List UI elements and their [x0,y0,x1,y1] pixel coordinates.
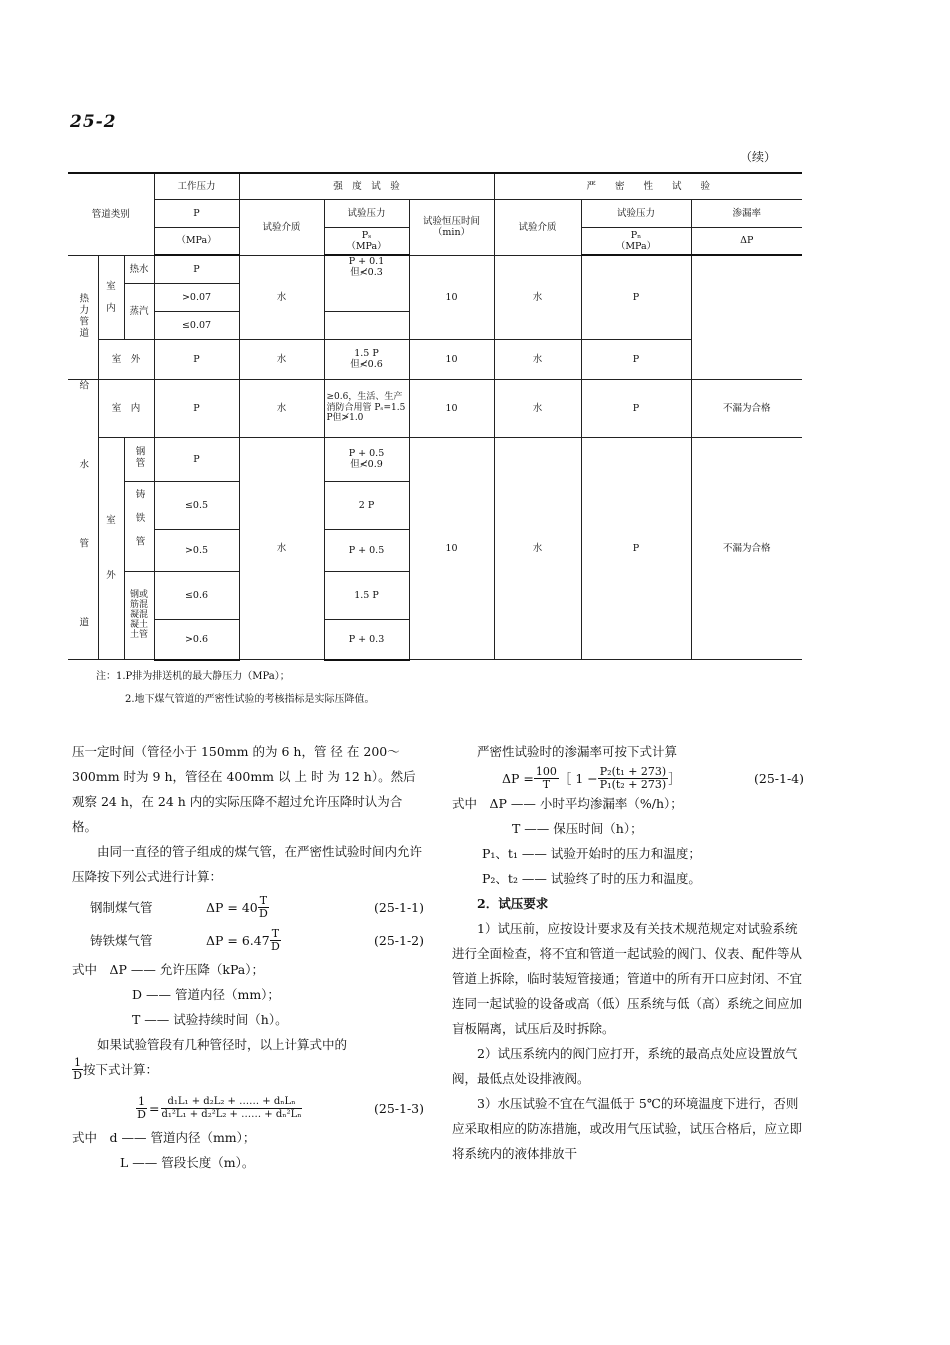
header-s-medium: 试验介质 [239,199,324,255]
heat-indoor-a: 室 [106,280,116,292]
heat-t-medium: 水 [494,255,581,339]
group-heat-label: 热力管道 [77,292,89,339]
group-water-label: 给 水 管 道 [77,379,89,656]
header-t-pressure-sym: Pₙ [630,229,642,241]
heat-out-t-medium: 水 [494,339,581,379]
right-where-3: P₁、t₁ —— 试验开始时的压力和温度； [482,846,701,861]
water-steel-label: 钢管 [133,446,145,470]
heat-hot-water: 热水 [124,255,154,283]
left-where-1: 式中 ΔP —— 允许压降（kPa）； [72,962,265,977]
water-steel [124,437,154,481]
water-rc-p2: >0.6 [154,620,239,660]
header-t-medium: 试验介质 [494,199,581,255]
formula-2-no: (25-1-2) [373,933,424,948]
formula-3-lhs-num: 1 [138,1095,145,1108]
formula-1 [72,895,424,920]
right-where-1: 式中 ΔP —— 小时平均渗漏率（%/h）； [452,796,683,811]
water-in-test-p: ≥0.6，生活、生产消防合用管 Pₛ=1.5 P但≯1.0 [324,379,409,437]
formula-4-lhs: ΔP = [502,771,534,786]
heat-test-p: P + 0.1 但≮0.3 [324,255,409,311]
heat-out-time: 10 [409,339,494,379]
heat-medium: 水 [239,255,324,339]
water-ci-p2: >0.5 [154,529,239,571]
table-note-1: 注：1.P排为排送机的最大静压力（MPa）； [96,671,290,682]
heat-indoor-b: 内 [106,302,116,314]
water-rc-test1: 1.5 P [324,571,409,619]
formula-1-num: T [259,894,268,907]
left-para-2: 由同一直径的管子组成的煤气管，在严密性试验时间内允许压降按下列公式进行计算： [72,844,423,884]
left-para-1: 压一定时间（管径小于 150mm 的为 6 h，管 径 在 200～300mm 时为 9 h，管径在 400mm 以 上 时 为 12 h）。然后观察 24 h，在 24 h 内的实际压降不超过允许压降时认为合格。 [72,744,416,834]
heat-out-test-p: 1.5 P 但≮0.6 [324,339,409,379]
header-s-time-text: 试验恒压时间 [422,216,480,227]
group-water [68,379,98,660]
water-in-t-medium: 水 [494,379,581,437]
header-strength-test: 强 度 试 验 [239,173,494,199]
left-para-3: 如果试验管段有几种管径时，以上计算式中的 [97,1037,348,1052]
right-item-2: 2）试压系统内的阀门应打开，系统的最高点处应设置放气阀，最低点处设排液阀。 [452,1046,798,1086]
water-in-medium: 水 [239,379,324,437]
right-where-2: T —— 保压时间（h）； [512,821,643,836]
header-work-pressure-unit: （MPa） [154,227,239,255]
right-heading-2: 2．试压要求 [477,896,549,911]
left-para-3b [72,1057,424,1082]
header-s-pressure: 试验压力 [324,199,409,227]
header-work-pressure: 工作压力 [154,173,239,199]
header-t-pressure-unit: （MPa） [615,240,657,252]
formula-2-den: D [270,940,280,953]
heat-indoor [98,255,124,339]
left-where-2: D —— 管道内径（mm）； [132,987,280,1002]
header-t-pressure-sub [581,227,691,255]
formula-3-lhs-den: D [137,1108,146,1121]
page-number: 25-2 [70,112,117,132]
water-rc: 钢或筋混凝混凝土土管 [124,571,154,659]
p3b-frac [72,1057,83,1082]
heat-p-hot: P [154,255,239,283]
water-ci-test1: 2 P [324,481,409,529]
water-out-time: 10 [409,437,494,660]
water-ci-test2: P + 0.5 [324,529,409,571]
formula-4-den: P₁(t₂ + 273) [599,778,667,791]
formula-3-no: (25-1-3) [373,1101,424,1116]
formula-4-frac [598,766,668,791]
right-where-4: P₂、t₂ —— 试验终了时的压力和温度。 [482,871,701,886]
water-out-medium: 水 [239,437,324,660]
header-work-pressure-sym: P [154,199,239,227]
formula-4-coef-num: 100 [535,765,557,778]
right-column [452,739,804,1166]
header-tightness-test: 严 密 性 试 验 [494,173,802,199]
water-out-a: 室 [106,515,116,527]
heat-out-t-pressure: P [581,339,691,379]
continued-label: （续） [740,150,777,164]
right-item-3: 3）水压试验不宜在气温低于 5℃的环境温度下进行，否则应采取相应的防冻措施，或改用气压试验，试压合格后，应立即将系统内的液体排放干 [452,1096,803,1161]
formula-4-open: ［ 1 − [558,771,598,786]
header-t-leak-sym: ΔP [691,227,802,255]
formula-3-den: d₁²L₁ + d₂²L₂ + …… + dₙ²Lₙ [161,1109,302,1120]
header-s-pressure-sub [324,227,409,255]
water-outdoor [98,437,124,660]
water-indoor: 室 内 [98,379,154,437]
heat-out-p: P [154,339,239,379]
formula-2 [72,928,424,953]
heat-time: 10 [409,255,494,339]
header-t-leak: 渗漏率 [691,199,802,227]
right-para-1: 严密性试验时的渗漏率可按下式计算 [477,744,678,759]
header-s-pressure-sym: Pₛ [361,229,372,241]
left-where-3: T —— 试验持续时间（h）。 [132,1012,288,1027]
formula-4-num: P₂(t₁ + 273) [599,765,667,778]
water-castiron [124,481,154,571]
formula-1-no: (25-1-1) [373,900,424,915]
formula-3-lhs [136,1096,147,1121]
pressure-test-table [68,172,802,661]
water-castiron-label: 铸铁管 [133,489,145,560]
water-out-b: 外 [106,570,116,582]
heat-out-medium: 水 [239,339,324,379]
water-out-leak: 不漏为合格 [691,437,802,660]
water-rc-p1: ≤0.6 [154,571,239,619]
formula-4 [452,766,804,791]
water-in-time: 10 [409,379,494,437]
formula-1-den: D [259,907,268,920]
formula-1-frac [258,895,269,920]
table-note-2: 2.地下煤气管道的严密性试验的考核指标是实际压降值。 [125,694,375,705]
heat-outdoor: 室 外 [98,339,154,379]
right-item-1: 1）试压前，应按设计要求及有关技术规范规定对试验系统进行全面检查，将不宜和管道一起试验的阀门、仪表、配件等从管道上拆除，临时装短管接通；管道中的所有开口应封闭、不宜连同一起试验的设备或高（低）压系统与低（高）系统之间应加盲板隔离，试压后及时拆除。 [452,921,803,1036]
group-heat [68,255,98,379]
formula-2-label: 铸铁煤气管 [90,933,153,948]
water-in-p: P [154,379,239,437]
water-ci-p1: ≤0.5 [154,481,239,529]
water-in-t-pressure: P [581,379,691,437]
header-s-pressure-unit: （MPa） [346,240,387,252]
formula-2-lhs: ΔP = 6.47 [206,933,270,948]
formula-3-frac [161,1096,301,1121]
header-pipe-type: 管道类别 [68,173,154,255]
formula-4-coef-den: T [542,778,551,791]
header-t-pressure: 试验压力 [581,199,691,227]
left-where-5: L —— 管段长度（m）。 [120,1155,255,1170]
heat-leak [691,255,802,379]
water-rc-test2: P + 0.3 [324,620,409,660]
left-where-4: 式中 d —— 管道内径（mm）； [72,1130,256,1145]
water-out-t-pressure: P [581,437,691,660]
water-out-t-medium: 水 [494,437,581,660]
formula-4-no: (25-1-4) [753,771,804,786]
formula-1-label: 钢制煤气管 [90,900,153,915]
water-steel-test: P + 0.5 但≮0.9 [324,437,409,481]
p3b-den: D [73,1069,82,1082]
formula-3: $\frac{1}{D}$ = $\frac{\text{d₁L₁ + d₂L₂ + …… + dₙLₙ}}{\text{d₁²L₁ + d₂²L₂ + …… + dₙ²Lₙ}}$ (25-1-3) [137,1095,424,1121]
heat-p-steam2: ≤0.07 [154,311,239,339]
formula-1-lhs: ΔP = 40 [206,900,258,915]
heat-steam: 蒸汽 [124,283,154,339]
formula-2-frac [270,928,281,953]
header-s-time-unit: （min） [432,227,471,238]
header-s-time [409,199,494,255]
formula-4-close: ］ [668,771,681,786]
water-steel-p: P [154,437,239,481]
p3b-num: 1 [74,1056,81,1069]
heat-test-p-empty [324,311,409,339]
heat-p-steam1: >0.07 [154,283,239,311]
p3b-tail: 按下式计算： [83,1062,159,1077]
heat-t-pressure: P [581,255,691,339]
formula-2-num: T [271,927,280,940]
formula-3-num: d₁L₁ + d₂L₂ + …… + dₙLₙ [161,1096,301,1109]
formula-4-coef [534,766,559,791]
water-in-leak: 不漏为合格 [691,379,802,437]
left-column [72,739,424,1175]
